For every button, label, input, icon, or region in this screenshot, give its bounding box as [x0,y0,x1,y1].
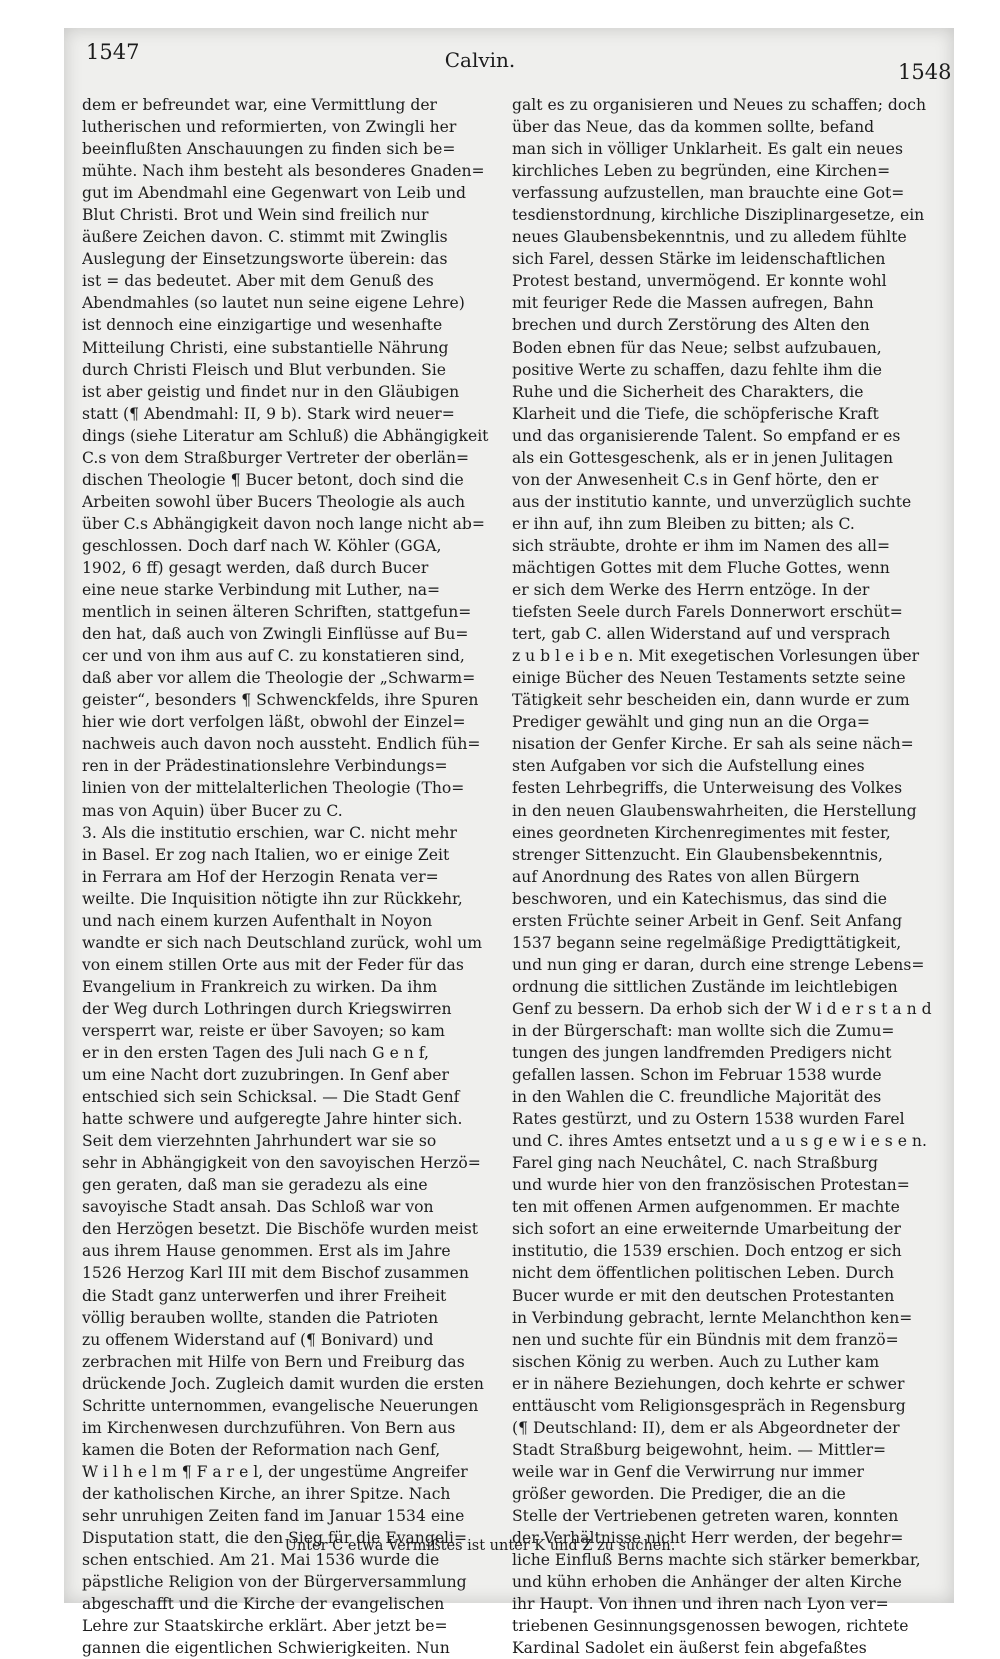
text-line: tesdienstordnung, kirchliche Disziplinargesetze, ein [512,206,925,225]
text-line: sischen König zu werben. Auch zu Luther kam [512,1352,880,1371]
text-line: savoyische Stadt ansah. Das Schloß war von [82,1198,434,1217]
text-line: der Weg durch Lothringen durch Kriegswirren [82,999,452,1018]
left-column [82,94,502,1659]
text-line: von der Anwesenheit C.s in Genf hörte, den er [512,470,879,489]
text-line: tiefsten Seele durch Farels Donnerwort erschüt= [512,603,903,622]
text-line: W i l h e l m ¶ F a r e l, der ungestüme Angreifer [82,1462,468,1481]
text-line: in den neuen Glaubenswahrheiten, die Herstellung [512,801,917,820]
text-line: daß aber vor allem die Theologie der „Schwarm= [82,669,476,688]
footer-note: Unter C etwa Vermißtes ist unter K und Z zu suchen. [284,1538,676,1554]
text-line: mächtigen Gottes mit dem Fluche Gottes, wenn [512,558,890,577]
text-line: versperrt war, reiste er über Savoyen; so kam [82,1021,445,1040]
text-line: nachweis auch davon noch aussteht. Endlich füh= [82,735,481,754]
left-page-number: 1547 [86,40,140,64]
text-line: Kardinal Sadolet ein äußerst fein abgefaßtes [512,1639,867,1658]
text-line: sehr in Abhängigkeit von den savoyischen Herzö= [82,1154,481,1173]
text-line: mit feuriger Rede die Massen aufregen, Bahn [512,294,874,313]
text-line: Schritte unternommen, evangelische Neuerungen [82,1396,479,1415]
text-line: tert, gab C. allen Widerstand auf und versprach [512,625,891,644]
text-line: geister“, besonders ¶ Schwenckfelds, ihre Spuren [82,691,479,710]
text-line: nen und suchte für ein Bündnis mit dem franzö= [512,1330,899,1349]
text-line: festen Lehrbegriffs, die Unterweisung des Volkes [512,779,903,798]
text-line: sich sträubte, drohte er ihm im Namen des all= [512,536,891,555]
text-line: nisation der Genfer Kirche. Er sah als seine näch= [512,735,914,754]
text-line: 1526 Herzog Karl III mit dem Bischof zusammen [82,1264,469,1283]
text-line: er ihn auf, ihn zum Bleiben zu bitten; als C. [512,514,855,533]
text-line: Prediger gewählt und ging nun an die Orga= [512,713,870,732]
text-line: und C. ihres Amtes entsetzt und a u s g e w i e s e n. [512,1132,927,1151]
text-line: aus ihrem Hause genommen. Erst als im Jahre [82,1242,451,1261]
text-line: gen geraten, daß man sie geradezu als eine [82,1176,428,1195]
text-line: 1537 begann seine regelmäßige Predigttätigkeit, [512,933,902,952]
text-line: ist dennoch eine einzigartige und wesenhafte [82,316,443,335]
text-line: er in den ersten Tagen des Juli nach G e n f, [82,1044,429,1063]
text-line: institutio, die 1539 erschien. Doch entzog er sich [512,1242,902,1261]
text-line: gefallen lassen. Schon im Februar 1538 wurde [512,1066,882,1085]
text-line: weile war in Genf die Verwirrung nur immer [512,1462,864,1481]
text-line: entschied sich sein Schicksal. — Die Stadt Genf [82,1088,460,1107]
text-line: äußere Zeichen davon. C. stimmt mit Zwinglis [82,228,448,247]
text-line: sich Farel, dessen Stärke im leidenschaftlichen [512,250,886,269]
text-line: beeinflußten Anschauungen zu finden sich be= [82,140,456,159]
text-line: ordnung die sittlichen Zustände im leichtlebigen [512,977,898,996]
text-line: sehr unruhigen Zeiten fand im Januar 1534 eine [82,1507,465,1525]
text-line: Auslegung der Einsetzungsworte überein: das [82,250,448,269]
text-line: auf Anordnung des Rates von allen Bürgern [512,867,860,886]
text-line: linien von der mittelalterlichen Theologie (Tho= [82,779,465,798]
text-line: und wurde hier von den französischen Protestan= [512,1176,910,1195]
text-line: enttäuscht vom Religionsgespräch in Regensburg [512,1396,906,1415]
text-line: zerbrachen mit Hilfe von Bern und Freiburg das [82,1352,465,1371]
right-page-number: 1548 [898,60,952,84]
text-line: und nach einem kurzen Aufenthalt in Noyon [82,911,433,930]
text-line: Klarheit und die Tiefe, die schöpferische Kraft [512,404,879,423]
text-line: Blut Christi. Brot und Wein sind freilich nur [82,206,429,225]
text-line: den Herzögen besetzt. Die Bischöfe wurden meist [82,1220,478,1239]
text-line: ersten Früchte seiner Arbeit in Genf. Seit Anfang [512,911,903,930]
text-line: zu offenem Widerstand auf (¶ Bonivard) und [82,1330,434,1349]
text-line: wandte er sich nach Deutschland zurück, wohl um [82,933,483,952]
text-line: mühte. Nach ihm besteht als besonderes Gnaden= [82,162,485,181]
text-line: lutherischen und reformierten, von Zwingli her [82,118,457,137]
text-line: ren in der Prädestinationslehre Verbindungs= [82,757,448,776]
text-line: dings (siehe Literatur am Schluß) die Abhängigkeit [82,426,489,445]
right-column [512,94,932,1659]
text-line: abgeschafft und die Kirche der evangelischen [82,1595,445,1614]
text-line: über C.s Abhängigkeit davon noch lange nicht ab= [82,514,485,533]
text-line: um eine Nacht dort zuzubringen. In Genf aber [82,1066,449,1085]
text-line: statt (¶ Abendmahl: II, 9 b). Stark wird neuer= [82,404,455,423]
text-line: Rates gestürzt, und zu Ostern 1538 wurden Farel [512,1110,905,1129]
text-line: verfassung aufzustellen, man brauchte eine Got= [512,184,905,203]
text-line: den hat, daß auch von Zwingli Einflüsse auf Bu= [82,625,469,644]
text-line: Seit dem vierzehnten Jahrhundert war sie so [82,1132,437,1151]
text-line: ist = das bedeutet. Aber mit dem Genuß des [82,272,434,291]
text-line: Arbeiten sowohl über Bucers Theologie als auch [82,492,466,511]
text-line: weilte. Die Inquisition nötigte ihn zur Rückkehr, [82,889,463,908]
text-line: mas von Aquin) über Bucer zu C. [82,801,343,820]
text-line: eine neue starke Verbindung mit Luther, na= [82,581,441,600]
text-line: ten mit offenen Armen aufgenommen. Er machte [512,1198,900,1217]
text-line: und nun ging er daran, durch eine strenge Lebens= [512,955,925,974]
text-line: Ruhe und die Sicherheit des Charakters, die [512,382,864,401]
text-line: über das Neue, das da kommen sollte, befand [512,118,875,137]
text-line: Stadt Straßburg beigewohnt, heim. — Mittler= [512,1440,887,1459]
text-line: größer geworden. Die Prediger, die an die [512,1484,846,1503]
text-line: dem er befreundet war, eine Vermittlung der [82,96,438,114]
text-line: hatte schwere und aufgeregte Jahre hinter sich. [82,1110,463,1129]
text-line: geschlossen. Doch darf nach W. Köhler (GGA, [82,536,442,555]
text-line: einige Bücher des Neuen Testaments setzte seine [512,669,906,688]
text-line: er sich dem Werke des Herrn entzöge. In der [512,581,870,600]
text-line: kirchliches Leben zu begründen, eine Kirchen= [512,162,891,181]
text-line: ihr Haupt. Von ihnen und ihren nach Lyon ver= [512,1595,889,1614]
text-line: Farel ging nach Neuchâtel, C. nach Straßburg [512,1154,879,1173]
text-line: Tätigkeit sehr bescheiden ein, dann wurde er zum [512,691,910,710]
text-line: positive Werte zu schaffen, dazu fehlte ihm die [512,360,883,379]
text-line: sich sofort an eine erweiternde Umarbeitung der [512,1220,901,1239]
text-line: und kühn erhoben die Anhänger der alten Kirche [512,1573,902,1592]
text-line: brechen und durch Zerstörung des Alten den [512,316,870,335]
text-line: in den Wahlen die C. freundliche Majorität des [512,1088,882,1107]
text-line: im Kirchenwesen durchzuführen. Von Bern aus [82,1418,456,1437]
text-line: z u b l e i b e n. Mit exegetischen Vorlesungen über [512,647,920,666]
text-line: in Basel. Er zog nach Italien, wo er einige Zeit [82,845,450,864]
text-line: neues Glaubensbekenntnis, und zu alledem fühlte [512,228,907,247]
text-line: der Verhältnisse nicht Herr werden, der begehr= [512,1529,904,1548]
text-line: von einem stillen Orte aus mit der Feder für das [82,955,464,974]
text-line: Lehre zur Staatskirche erklärt. Aber jetzt be= [82,1617,448,1636]
text-line: C.s von dem Straßburger Vertreter der oberlän= [82,448,470,467]
text-line: aus der institutio kannte, und unverzüglich suchte [512,492,912,511]
text-line: Mitteilung Christi, eine substantielle Nährung [82,338,449,357]
text-line: schen entschied. Am 21. Mai 1536 wurde die [82,1551,440,1570]
text-line: kamen die Boten der Reformation nach Genf, [82,1440,441,1459]
text-line: hier wie dort verfolgen läßt, obwohl der Einzel= [82,713,466,732]
text-line: ist aber geistig und findet nur in den Gläubigen [82,382,460,401]
text-line: liche Einfluß Berns machte sich stärker bemerkbar, [512,1551,921,1570]
text-line: Evangelium in Frankreich zu wirken. Da ihm [82,977,438,996]
text-line: in Ferrara am Hof der Herzogin Renata ver= [82,867,439,886]
text-line: man sich in völliger Unklarheit. Es galt ein neues [512,140,903,159]
text-line: völlig berauben wollte, standen die Patrioten [82,1308,439,1327]
text-line: (¶ Deutschland: II), dem er als Abgeordneter der [512,1418,900,1437]
text-line: Genf zu bessern. Da erhob sich der W i d e r s t a n d [512,999,932,1018]
text-line: nicht dem öffentlichen politischen Leben. Durch [512,1264,895,1283]
text-line: 3. Als die institutio erschien, war C. nicht mehr [82,823,457,842]
text-line: dischen Theologie ¶ Bucer betont, doch sind die [82,470,464,489]
text-line: beschworen, und ein Katechismus, das sind die [512,889,887,908]
text-line: gannen die eigentlichen Schwierigkeiten. Nun [82,1639,450,1658]
text-line: mentlich in seinen älteren Schriften, stattgefun= [82,603,472,622]
text-line: cer und von ihm aus auf C. zu konstatieren sind, [82,647,465,666]
text-line: Disputation statt, die den Sieg für die Evangeli= [82,1529,468,1548]
text-line: tungen des jungen landfremden Predigers nicht [512,1044,892,1063]
text-line: gut im Abendmahl eine Gegenwart von Leib und [82,184,467,203]
text-line: durch Christi Fleisch und Blut verbunden. Sie [82,360,446,379]
text-line: galt es zu organisieren und Neues zu schaffen; doch [512,96,927,114]
text-line: und das organisierende Talent. So empfand er es [512,426,901,445]
text-line: strenger Sittenzucht. Ein Glaubensbekenntnis, [512,845,883,864]
text-line: 1902, 6 ff) gesagt werden, daß durch Bucer [82,558,429,577]
text-line: Protest bestand, unvermögend. Er konnte wohl [512,272,887,291]
text-line: sten Aufgaben vor sich die Aufstellung eines [512,757,865,776]
text-line: in Verbindung gebracht, lernte Melanchthon ken= [512,1308,913,1327]
text-line: er in nähere Beziehungen, doch kehrte er schwer [512,1374,905,1393]
text-line: die Stadt ganz unterwerfen und ihrer Freiheit [82,1286,447,1305]
text-line: drückende Joch. Zugleich damit wurden die ersten [82,1374,484,1393]
text-line: Stelle der Vertriebenen getreten waren, konnten [512,1507,899,1525]
text-line: der katholischen Kirche, an ihrer Spitze. Nach [82,1484,451,1503]
text-line: päpstliche Religion von der Bürgerversammlung [82,1573,467,1592]
text-line: triebenen Gesinnungsgenossen bewogen, richtete [512,1617,909,1636]
text-line: als ein Gottesgeschenk, als er in jenen Julitagen [512,448,893,467]
text-line: eines geordneten Kirchenregimentes mit fester, [512,823,891,842]
text-line: in der Bürgerschaft: man wollte sich die Zumu= [512,1021,895,1040]
text-line: Boden ebnen für das Neue; selbst aufzubauen, [512,338,882,357]
running-title: Calvin. [444,48,516,72]
text-line: Abendmahles (so lautet nun seine eigene Lehre) [82,294,465,313]
text-line: Bucer wurde er mit den deutschen Protestanten [512,1286,895,1305]
